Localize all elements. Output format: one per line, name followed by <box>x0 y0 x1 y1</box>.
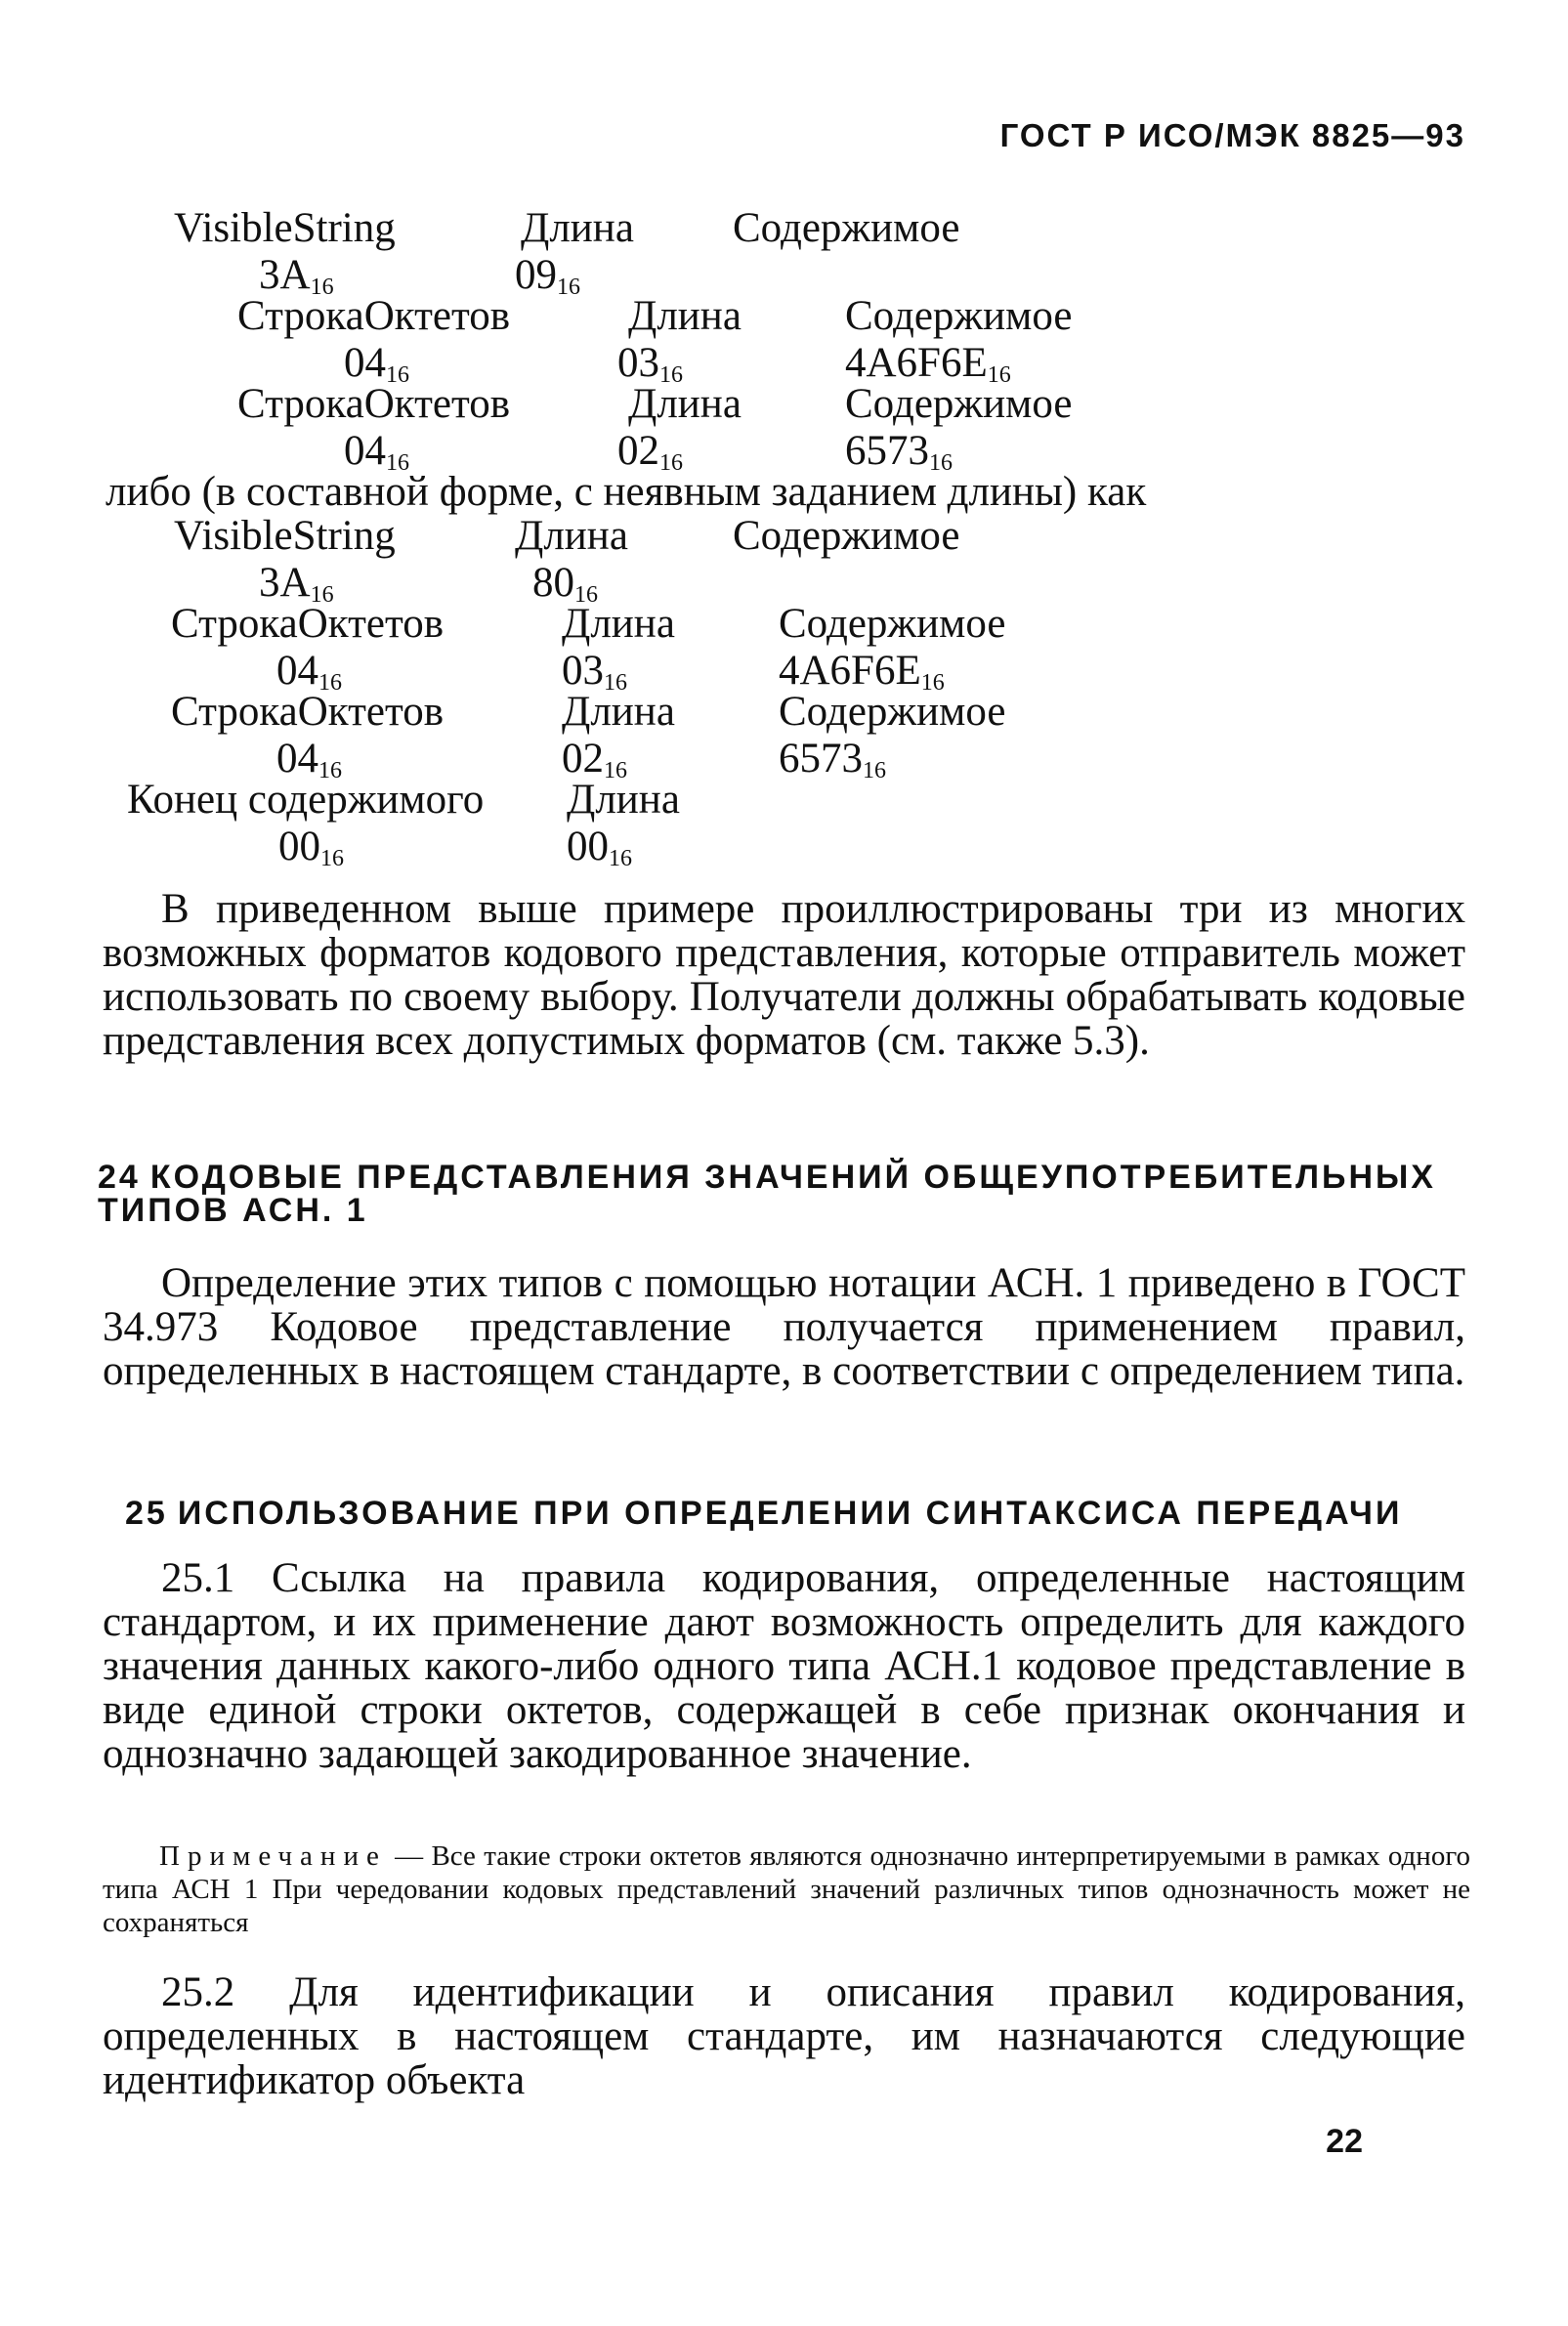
separator-text: либо (в составной форме, с неявным заданием длины) как <box>106 469 1147 515</box>
section-number: 25 <box>125 1495 168 1532</box>
section-heading-25 <box>125 1497 1503 1530</box>
tag-value: $04_{16}$ <box>344 340 409 388</box>
section-title: ИСПОЛЬЗОВАНИЕ ПРИ ОПРЕДЕЛЕНИИ СИНТАКСИСА ПЕРЕДАЧИ <box>177 1495 1403 1532</box>
length-label: Длина <box>562 601 675 647</box>
length-value: $09_{16}$ <box>515 252 580 300</box>
length-value: $02_{16}$ <box>562 736 627 783</box>
length-value: $03_{16}$ <box>562 648 627 696</box>
contents-value: $6573_{16}$ <box>845 428 953 476</box>
tag-value: $00_{16}$ <box>278 824 344 871</box>
tag-name: СтрокаОктетов <box>171 689 445 735</box>
tag-name: VisibleString <box>174 205 396 251</box>
length-label: Длина <box>515 513 628 559</box>
paragraph-section-24: Определение этих типов с помощью нотации АСН. 1 приведено в ГОСТ 34.973 Кодовое представление получается применением правил, определенных в настоящем стандарте, в соответствии с определением типа. <box>103 1260 1465 1394</box>
paragraph-formats-note: В приведенном выше примере проиллюстрированы три из многих возможных форматов кодового представления, которые отправитель может использовать по своему выбору. Получатели должны обрабатывать кодовые представления всех допустимых форматов (см. также 5.3). <box>103 886 1465 1064</box>
tag-name: VisibleString <box>174 513 396 559</box>
length-value: $03_{16}$ <box>617 340 683 388</box>
tag-value: $04_{16}$ <box>276 648 342 696</box>
section-heading-24 <box>98 1161 1475 1227</box>
tag-name: СтрокаОктетов <box>237 293 511 339</box>
contents-label: Содержимое <box>845 293 1073 339</box>
document-header: ГОСТ Р ИСО/МЭК 8825—93 <box>999 117 1465 153</box>
contents-value: $6573_{16}$ <box>779 736 886 783</box>
length-label: Длина <box>562 689 675 735</box>
paragraph-25-2: 25.2 Для идентификации и описания правил кодирования, определенных в настоящем стандарте, им назначаются следующие идентификатор объекта <box>103 1969 1465 2103</box>
tag-value: $04_{16}$ <box>276 736 342 783</box>
contents-label: Содержимое <box>733 513 960 559</box>
length-label: Длина <box>567 777 680 823</box>
note <box>103 1840 1470 1939</box>
contents-label: Содержимое <box>845 381 1073 427</box>
length-label: Длина <box>521 205 634 251</box>
section-number: 24 <box>98 1159 141 1196</box>
tag-value: $3A_{16}$ <box>259 560 334 608</box>
tag-value: $3A_{16}$ <box>259 252 334 300</box>
length-label: Длина <box>628 293 742 339</box>
length-value: $00_{16}$ <box>567 824 632 871</box>
note-text: — Все такие строки октетов являются однозначно интерпретируемыми в рамках одного типа АСН 1 При чередовании кодовых представлений значений различных типов однозначность может не сохраняться <box>103 1840 1470 1938</box>
section-title: КОДОВЫЕ ПРЕДСТАВЛЕНИЯ ЗНАЧЕНИЙ ОБЩЕУПОТРЕБИТЕЛЬНЫХ ТИПОВ АСН. 1 <box>98 1159 1436 1229</box>
paragraph-25-1: 25.1 Ссылка на правила кодирования, определенные настоящим стандартом, и их применение дают возможность определить для каждого значения данных какого-либо одного типа АСН.1 кодовое представление в виде единой строки октетов, содержащей в себе признак окончания и однозначно задающей закодированное значение. <box>103 1555 1465 1777</box>
length-value: $80_{16}$ <box>532 560 598 608</box>
length-label: Длина <box>628 381 742 427</box>
contents-value: $4A6F6E_{16}$ <box>779 648 945 696</box>
tag-value: $04_{16}$ <box>344 428 409 476</box>
contents-label: Содержимое <box>779 601 1006 647</box>
length-value: $02_{16}$ <box>617 428 683 476</box>
page-number: 22 <box>1326 2123 1363 2160</box>
contents-label: Содержимое <box>733 205 960 251</box>
note-label: Примечание <box>159 1840 387 1872</box>
tag-name: СтрокаОктетов <box>171 601 445 647</box>
tag-name: СтрокаОктетов <box>237 381 511 427</box>
tag-name: Конец содержимого <box>127 777 485 823</box>
contents-label: Содержимое <box>779 689 1006 735</box>
contents-value: $4A6F6E_{16}$ <box>845 340 1011 388</box>
